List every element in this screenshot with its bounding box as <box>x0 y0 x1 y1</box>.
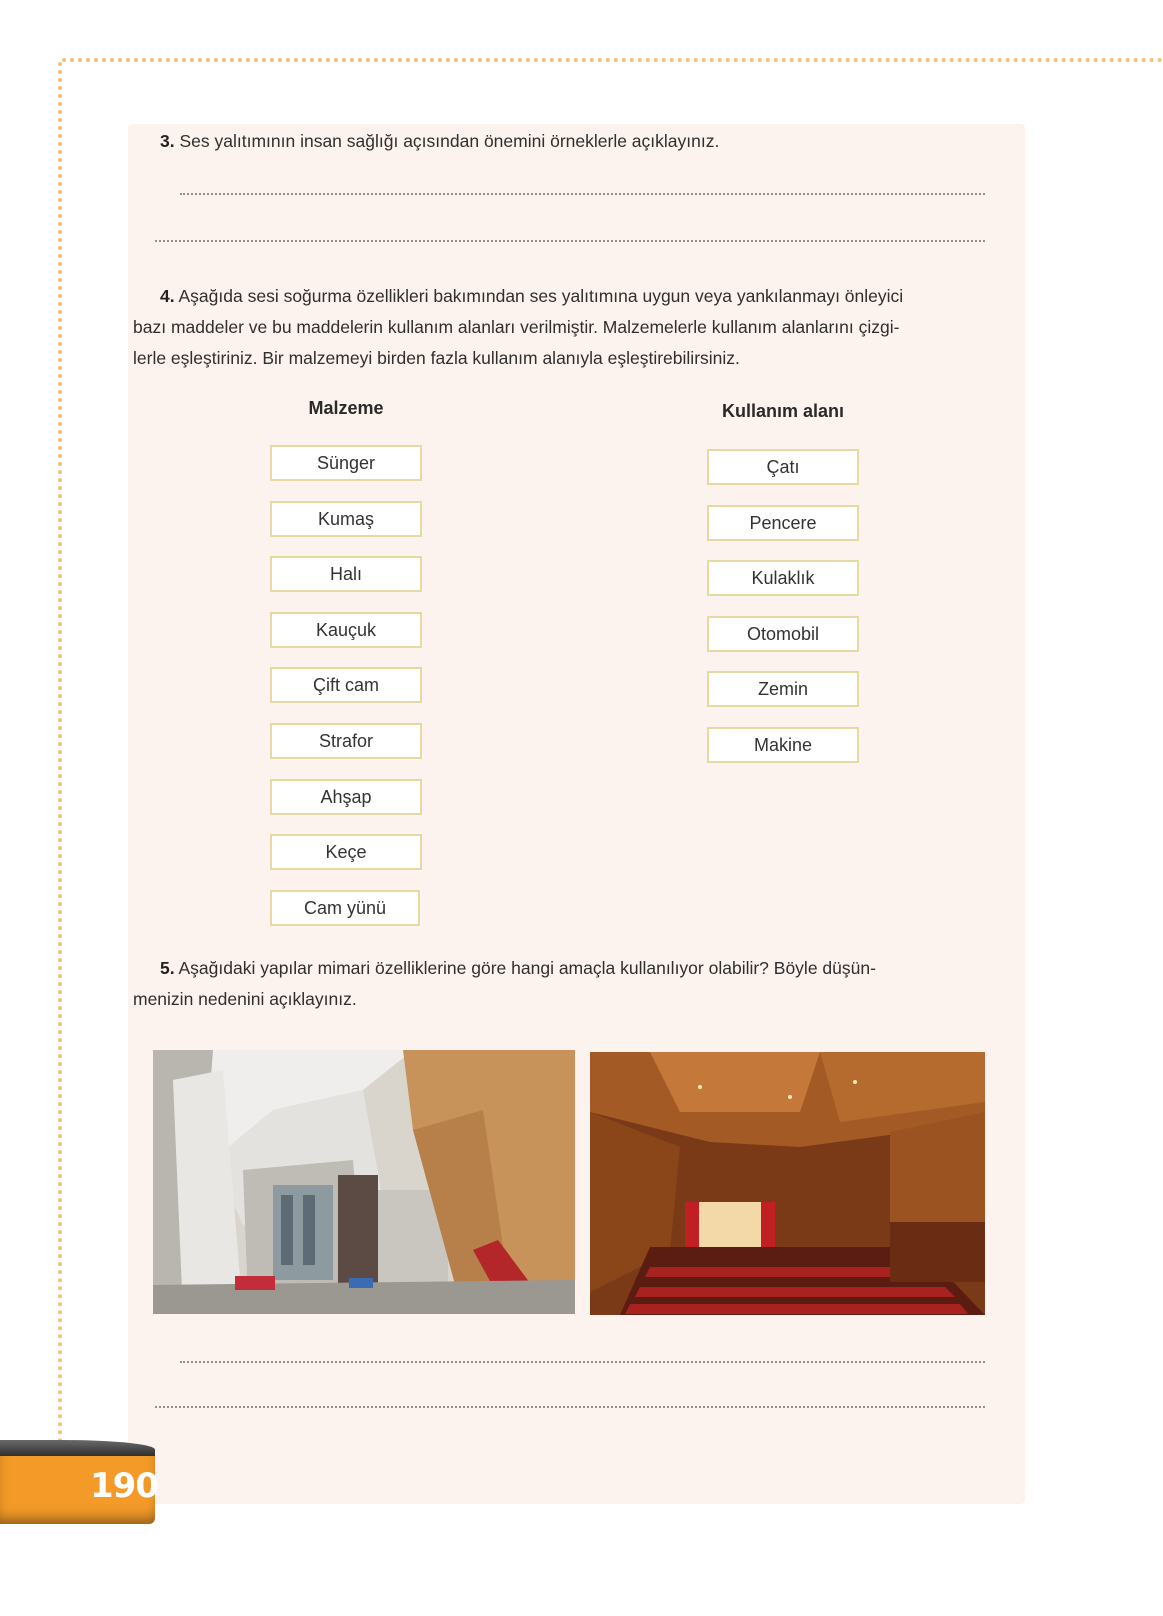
usage-box[interactable]: Çatı <box>707 449 859 485</box>
usage-header: Kullanım alanı <box>721 401 845 421</box>
question-4-line-1 <box>160 281 903 312</box>
answer-line[interactable] <box>155 1406 985 1408</box>
lobby-illustration <box>153 1050 575 1314</box>
usage-box[interactable]: Makine <box>707 727 859 763</box>
question-4-line-3: lerle eşleştiriniz. Bir malzemeyi birden fazla kullanım alanıyla eşleştirebilirsiniz. <box>133 348 740 368</box>
usage-box[interactable]: Kulaklık <box>707 560 859 596</box>
question-5-number: 5. <box>160 958 175 978</box>
auditorium-photo <box>590 1052 985 1315</box>
page-number: 190 <box>90 1466 158 1506</box>
auditorium-illustration <box>590 1052 985 1315</box>
material-box[interactable]: Ahşap <box>270 779 422 815</box>
usage-box[interactable]: Pencere <box>707 505 859 541</box>
question-3-number: 3. <box>160 131 175 151</box>
question-4-number: 4. <box>160 286 175 306</box>
answer-line[interactable] <box>180 1361 985 1363</box>
material-box[interactable]: Çift cam <box>270 667 422 703</box>
material-box[interactable]: Cam yünü <box>270 890 420 926</box>
material-box[interactable]: Sünger <box>270 445 422 481</box>
question-5-line-1 <box>160 953 876 984</box>
question-4-line-2: bazı maddeler ve bu maddelerin kullanım alanları verilmiştir. Malzemelerle kullanım alanlarını çizgi- <box>133 317 900 337</box>
page-frame-left-border <box>58 62 62 1492</box>
page-frame-top-border <box>62 58 1163 62</box>
material-box[interactable]: Keçe <box>270 834 422 870</box>
materials-header: Malzeme <box>308 398 384 418</box>
usage-box[interactable]: Otomobil <box>707 616 859 652</box>
material-box[interactable]: Halı <box>270 556 422 592</box>
question-3 <box>160 126 719 157</box>
material-box[interactable]: Kumaş <box>270 501 422 537</box>
answer-line[interactable] <box>180 193 985 195</box>
question-5-text-1: Aşağıdaki yapılar mimari özelliklerine göre hangi amaçla kullanılıyor olabilir? Böyle düşün- <box>174 958 876 978</box>
question-5-line-2: menizin nedenini açıklayınız. <box>133 989 357 1009</box>
material-box[interactable]: Kauçuk <box>270 612 422 648</box>
material-box[interactable]: Strafor <box>270 723 422 759</box>
question-3-text: Ses yalıtımının insan sağlığı açısından önemini örneklerle açıklayınız. <box>174 131 720 151</box>
answer-line[interactable] <box>155 240 985 242</box>
usage-box[interactable]: Zemin <box>707 671 859 707</box>
lobby-photo <box>153 1050 575 1314</box>
question-4-text-1: Aşağıda sesi soğurma özellikleri bakımından ses yalıtımına uygun veya yankılanmayı önleyici <box>174 286 904 306</box>
